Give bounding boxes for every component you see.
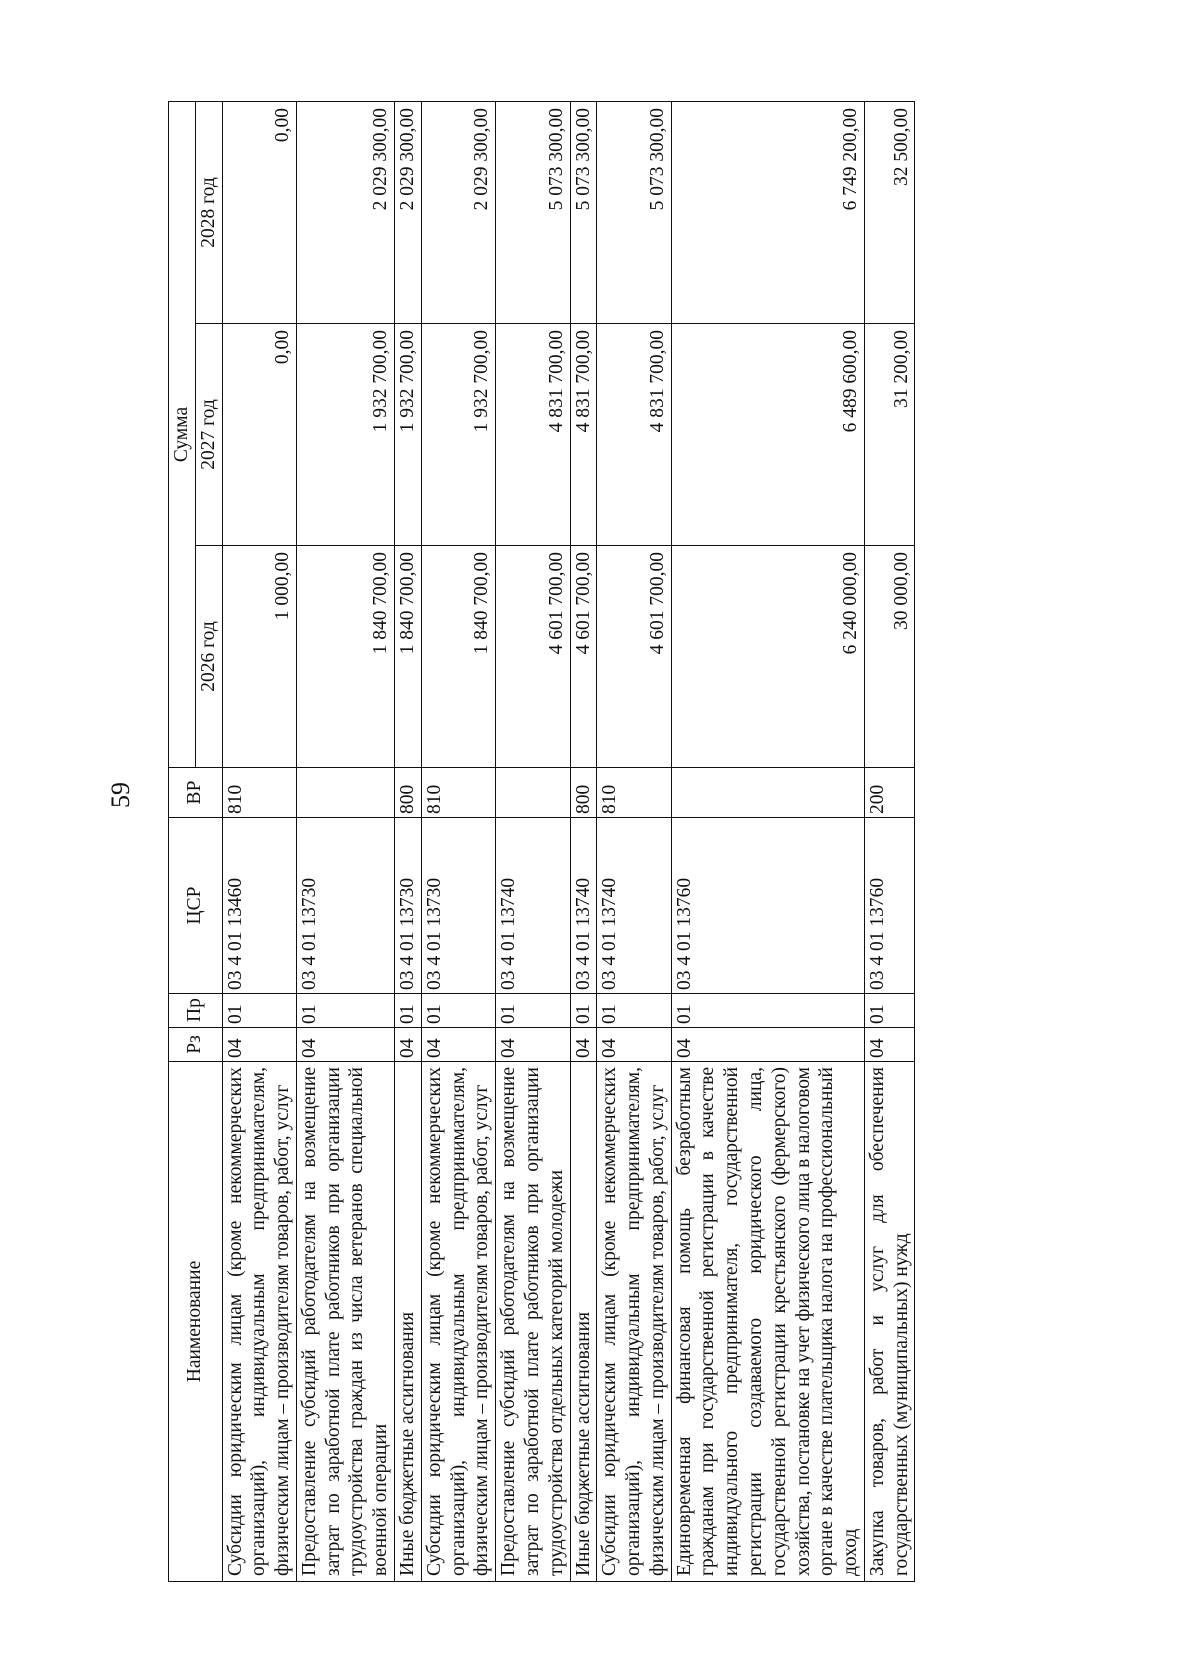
row-name-cell: Закупка товаров, работ и услуг для обеспечения государственных (муниципальных) нужд bbox=[864, 1062, 915, 1582]
table-row bbox=[296, 101, 394, 1581]
row-sum-2027-cell: 4 831 700,00 bbox=[597, 324, 671, 546]
row-sum-2027-cell: 4 831 700,00 bbox=[570, 324, 597, 546]
row-sum-2026-cell: 1 840 700,00 bbox=[296, 546, 394, 768]
row-pr-cell: 01 bbox=[222, 994, 296, 1028]
row-pr-cell: 01 bbox=[597, 994, 671, 1028]
row-pr-cell: 01 bbox=[421, 994, 495, 1028]
row-sum-2026-cell: 4 601 700,00 bbox=[570, 546, 597, 768]
row-vr-cell: 200 bbox=[864, 768, 915, 818]
header-vr: ВР bbox=[169, 768, 223, 818]
row-sum-2027-cell: 1 932 700,00 bbox=[395, 324, 422, 546]
row-csr-cell: 03 4 01 13740 bbox=[496, 818, 570, 994]
row-sum-2026-cell: 30 000,00 bbox=[864, 546, 915, 768]
row-vr-cell: 810 bbox=[222, 768, 296, 818]
page-number: 59 bbox=[106, 782, 135, 808]
row-sum-2026-cell: 1 840 700,00 bbox=[421, 546, 495, 768]
row-vr-cell: 800 bbox=[395, 768, 422, 818]
row-name-cell: Субсидии юридическим лицам (кроме некоммерческих организаций), индивидуальным предпринимателям, физическим лицам – производителям товаров, работ, услуг bbox=[597, 1062, 671, 1582]
table-row bbox=[496, 101, 570, 1581]
table-row bbox=[864, 101, 915, 1581]
table-row bbox=[597, 101, 671, 1581]
row-sum-2027-cell: 6 489 600,00 bbox=[671, 324, 864, 546]
row-name-cell: Предоставление субсидий работодателям на возмещение затрат по заработной плате работников при организации трудоустройства отдельных категорий молодежи bbox=[496, 1062, 570, 1582]
row-pr-cell: 01 bbox=[570, 994, 597, 1028]
row-csr-cell: 03 4 01 13730 bbox=[421, 818, 495, 994]
row-vr-cell: 800 bbox=[570, 768, 597, 818]
budget-table bbox=[168, 101, 915, 1582]
row-csr-cell: 03 4 01 13760 bbox=[864, 818, 915, 994]
row-sum-2028-cell: 0,00 bbox=[222, 101, 296, 323]
row-sum-2027-cell: 1 932 700,00 bbox=[421, 324, 495, 546]
table-row bbox=[421, 101, 495, 1581]
row-rz-cell: 04 bbox=[421, 1028, 495, 1062]
row-rz-cell: 04 bbox=[296, 1028, 394, 1062]
row-sum-2026-cell: 1 000,00 bbox=[222, 546, 296, 768]
row-sum-2027-cell: 4 831 700,00 bbox=[496, 324, 570, 546]
row-rz-cell: 04 bbox=[597, 1028, 671, 1062]
table-row bbox=[671, 101, 864, 1581]
header-sum: Сумма bbox=[169, 101, 196, 767]
row-csr-cell: 03 4 01 13460 bbox=[222, 818, 296, 994]
header-rz: Рз bbox=[169, 1028, 223, 1062]
row-vr-cell bbox=[296, 768, 394, 818]
row-sum-2028-cell: 5 073 300,00 bbox=[496, 101, 570, 323]
table-header-row bbox=[169, 101, 196, 1581]
row-sum-2027-cell: 31 200,00 bbox=[864, 324, 915, 546]
row-rz-cell: 04 bbox=[671, 1028, 864, 1062]
row-sum-2028-cell: 6 749 200,00 bbox=[671, 101, 864, 323]
row-csr-cell: 03 4 01 13740 bbox=[570, 818, 597, 994]
row-pr-cell: 01 bbox=[395, 994, 422, 1028]
row-pr-cell: 01 bbox=[296, 994, 394, 1028]
row-sum-2026-cell: 1 840 700,00 bbox=[395, 546, 422, 768]
row-csr-cell: 03 4 01 13760 bbox=[671, 818, 864, 994]
row-sum-2026-cell: 4 601 700,00 bbox=[496, 546, 570, 768]
row-name-cell: Предоставление субсидий работодателям на возмещение затрат по заработной плате работников при организации трудоустройства граждан из числа ветеранов специальной военной операции bbox=[296, 1062, 394, 1582]
row-name-cell: Иные бюджетные ассигнования bbox=[570, 1062, 597, 1582]
row-csr-cell: 03 4 01 13730 bbox=[296, 818, 394, 994]
row-name-cell: Единовременная финансовая помощь безработным гражданам при государственной регистрации в качестве индивидуального предпринимателя, государственной регистрации создаваемого юридического лица, государственной регистрации крестьянского (фермерского) хозяйства, постановке на учет физического лица в налоговом органе в качестве плательщика налога на профессиональный доход bbox=[671, 1062, 864, 1582]
row-csr-cell: 03 4 01 13730 bbox=[395, 818, 422, 994]
row-sum-2028-cell: 5 073 300,00 bbox=[570, 101, 597, 323]
row-sum-2028-cell: 32 500,00 bbox=[864, 101, 915, 323]
header-year-2028: 2028 год bbox=[195, 101, 222, 323]
row-sum-2026-cell: 4 601 700,00 bbox=[597, 546, 671, 768]
row-rz-cell: 04 bbox=[570, 1028, 597, 1062]
header-name: Наименование bbox=[169, 1062, 223, 1582]
row-rz-cell: 04 bbox=[395, 1028, 422, 1062]
header-year-2027: 2027 год bbox=[195, 324, 222, 546]
row-name-cell: Иные бюджетные ассигнования bbox=[395, 1062, 422, 1582]
row-sum-2028-cell: 2 029 300,00 bbox=[296, 101, 394, 323]
row-sum-2028-cell: 5 073 300,00 bbox=[597, 101, 671, 323]
row-rz-cell: 04 bbox=[496, 1028, 570, 1062]
row-pr-cell: 01 bbox=[671, 994, 864, 1028]
header-year-2026: 2026 год bbox=[195, 546, 222, 768]
table-row bbox=[395, 101, 422, 1581]
header-pr: Пр bbox=[169, 994, 223, 1028]
row-vr-cell bbox=[671, 768, 864, 818]
row-sum-2027-cell: 0,00 bbox=[222, 324, 296, 546]
budget-table-sheet bbox=[168, 102, 1038, 1582]
row-vr-cell: 810 bbox=[597, 768, 671, 818]
row-vr-cell bbox=[496, 768, 570, 818]
row-sum-2028-cell: 2 029 300,00 bbox=[395, 101, 422, 323]
table-row bbox=[570, 101, 597, 1581]
row-rz-cell: 04 bbox=[222, 1028, 296, 1062]
header-csr: ЦСР bbox=[169, 818, 223, 994]
row-pr-cell: 01 bbox=[496, 994, 570, 1028]
row-rz-cell: 04 bbox=[864, 1028, 915, 1062]
row-name-cell: Субсидии юридическим лицам (кроме некоммерческих организаций), индивидуальным предпринимателям, физическим лицам – производителям товаров, работ, услуг bbox=[421, 1062, 495, 1582]
row-sum-2028-cell: 2 029 300,00 bbox=[421, 101, 495, 323]
row-csr-cell: 03 4 01 13740 bbox=[597, 818, 671, 994]
row-vr-cell: 810 bbox=[421, 768, 495, 818]
row-name-cell: Субсидии юридическим лицам (кроме некоммерческих организаций), индивидуальным предпринимателям, физическим лицам – производителям товаров, работ, услуг bbox=[222, 1062, 296, 1582]
row-sum-2026-cell: 6 240 000,00 bbox=[671, 546, 864, 768]
row-sum-2027-cell: 1 932 700,00 bbox=[296, 324, 394, 546]
row-pr-cell: 01 bbox=[864, 994, 915, 1028]
table-row bbox=[222, 101, 296, 1581]
